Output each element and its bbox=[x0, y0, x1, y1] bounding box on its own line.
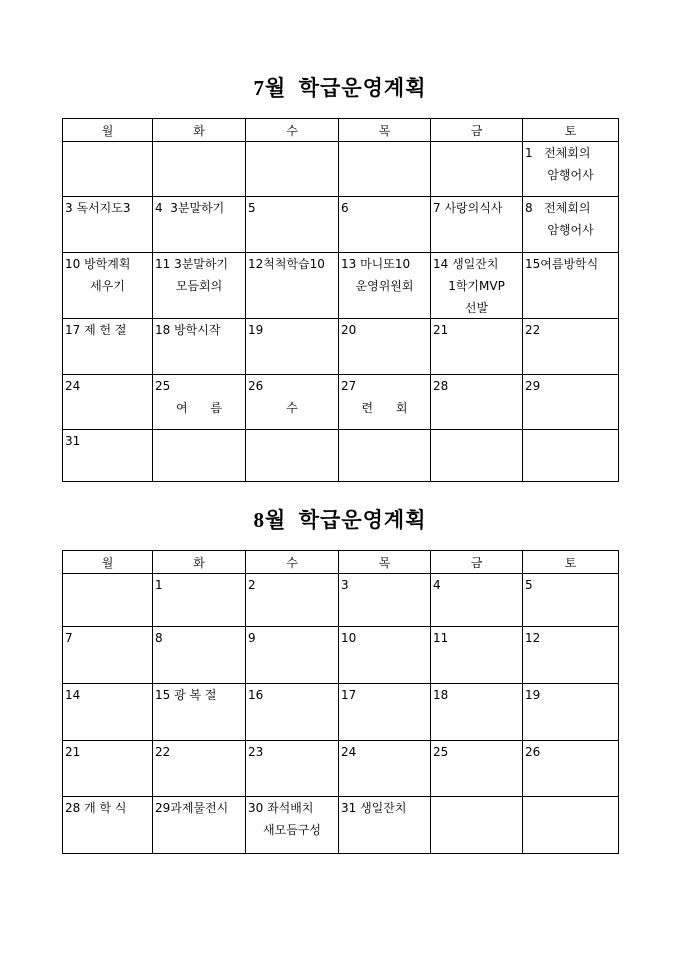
day-cell bbox=[523, 627, 619, 684]
calendar-week-row bbox=[63, 430, 619, 482]
day-cell-line: 26 bbox=[525, 745, 541, 759]
day-cell bbox=[63, 574, 153, 627]
day-cell-line: 련 회 bbox=[361, 401, 408, 415]
day-cell bbox=[339, 375, 431, 430]
day-cell-line: 27 bbox=[341, 379, 357, 393]
day-cell-line: 모듬회의 bbox=[175, 279, 223, 293]
weekday-header-row bbox=[63, 551, 619, 574]
day-cell bbox=[523, 684, 619, 741]
day-cell-line: 암행어사 bbox=[547, 168, 594, 182]
day-cell-line: 암행어사 bbox=[547, 223, 594, 237]
day-cell bbox=[339, 684, 431, 741]
day-cell bbox=[246, 574, 339, 627]
day-cell bbox=[339, 197, 431, 253]
day-cell bbox=[339, 430, 431, 482]
calendar-week-row bbox=[63, 797, 619, 854]
day-cell bbox=[339, 142, 431, 197]
day-cell bbox=[246, 627, 339, 684]
day-cell-line: 운영위원회 bbox=[355, 279, 414, 293]
day-cell-line: 22 bbox=[525, 323, 541, 337]
day-cell bbox=[339, 627, 431, 684]
day-cell-line: 24 bbox=[65, 379, 81, 393]
calendar-week-row bbox=[63, 627, 619, 684]
day-cell-line: 20 bbox=[341, 323, 357, 337]
day-cell-line: 3 bbox=[341, 578, 349, 592]
day-cell-line: 18 방학시작 bbox=[155, 323, 221, 337]
day-cell-line: 26 bbox=[248, 379, 264, 393]
weekday-header: 화 bbox=[153, 119, 246, 142]
day-cell bbox=[431, 197, 523, 253]
day-cell-line: 3 독서지도3 bbox=[65, 201, 131, 215]
day-cell-line: 19 bbox=[525, 688, 541, 702]
day-cell bbox=[153, 197, 246, 253]
day-cell-line: 선발 bbox=[464, 301, 489, 315]
day-cell-line: 25 bbox=[155, 379, 171, 393]
day-cell bbox=[339, 797, 431, 854]
day-cell bbox=[523, 375, 619, 430]
day-cell-line: 17 제 헌 절 bbox=[65, 323, 127, 337]
day-cell bbox=[339, 253, 431, 319]
day-cell-line: 29 bbox=[525, 379, 541, 393]
weekday-header: 토 bbox=[523, 551, 619, 574]
day-cell bbox=[63, 375, 153, 430]
weekday-header: 토 bbox=[523, 119, 619, 142]
day-cell bbox=[246, 142, 339, 197]
day-cell bbox=[523, 741, 619, 797]
day-cell bbox=[153, 684, 246, 741]
day-cell bbox=[246, 741, 339, 797]
day-cell-line: 8 전체회의 bbox=[525, 201, 591, 215]
calendar-week-row bbox=[63, 197, 619, 253]
day-cell bbox=[431, 684, 523, 741]
day-cell-line: 28 개 학 식 bbox=[65, 801, 127, 815]
day-cell bbox=[63, 627, 153, 684]
day-cell bbox=[523, 430, 619, 482]
day-cell-line: 6 bbox=[341, 201, 349, 215]
day-cell-line: 7 bbox=[65, 631, 73, 645]
day-cell bbox=[431, 627, 523, 684]
day-cell-line: 10 방학계획 bbox=[65, 257, 131, 271]
day-cell-line: 21 bbox=[65, 745, 81, 759]
day-cell-line: 13 마니또10 bbox=[341, 257, 411, 271]
weekday-header: 월 bbox=[63, 551, 153, 574]
weekday-header: 목 bbox=[339, 119, 431, 142]
calendar-week-row bbox=[63, 142, 619, 197]
day-cell bbox=[246, 430, 339, 482]
weekday-header: 수 bbox=[246, 551, 339, 574]
day-cell-line: 23 bbox=[248, 745, 264, 759]
calendar-table-august bbox=[62, 550, 619, 854]
day-cell-line: 12 bbox=[525, 631, 541, 645]
weekday-header: 월 bbox=[63, 119, 153, 142]
day-cell-line: 12척척학습10 bbox=[248, 257, 325, 271]
day-cell bbox=[63, 253, 153, 319]
calendar-title-july: 7월 학급운영계획 bbox=[253, 76, 427, 100]
day-cell-line: 8 bbox=[155, 631, 163, 645]
weekday-header: 금 bbox=[431, 551, 523, 574]
day-cell bbox=[523, 797, 619, 854]
day-cell bbox=[153, 430, 246, 482]
day-cell bbox=[153, 574, 246, 627]
day-cell-line: 11 bbox=[433, 631, 449, 645]
day-cell bbox=[523, 319, 619, 375]
day-cell bbox=[246, 253, 339, 319]
day-cell bbox=[63, 741, 153, 797]
weekday-header-row bbox=[63, 119, 619, 142]
day-cell bbox=[63, 684, 153, 741]
day-cell bbox=[63, 797, 153, 854]
day-cell-line: 17 bbox=[341, 688, 357, 702]
day-cell bbox=[63, 197, 153, 253]
day-cell-line: 수 bbox=[286, 401, 298, 415]
day-cell bbox=[63, 430, 153, 482]
day-cell-line: 22 bbox=[155, 745, 171, 759]
day-cell bbox=[246, 197, 339, 253]
day-cell-line: 7 사랑의식사 bbox=[433, 201, 503, 215]
day-cell-line: 세우기 bbox=[90, 279, 125, 293]
day-cell bbox=[63, 142, 153, 197]
day-cell-line: 4 3분말하기 bbox=[155, 201, 225, 215]
day-cell-line: 1 전체회의 bbox=[525, 146, 591, 160]
day-cell bbox=[431, 375, 523, 430]
day-cell-line: 16 bbox=[248, 688, 264, 702]
day-cell bbox=[523, 197, 619, 253]
day-cell-line: 2 bbox=[248, 578, 256, 592]
day-cell-line: 18 bbox=[433, 688, 449, 702]
day-cell-line: 28 bbox=[433, 379, 449, 393]
day-cell-line: 10 bbox=[341, 631, 357, 645]
day-cell-line: 11 3분말하기 bbox=[155, 257, 229, 271]
day-cell bbox=[431, 574, 523, 627]
day-cell-line: 여 름 bbox=[175, 401, 223, 415]
day-cell bbox=[431, 430, 523, 482]
day-cell bbox=[339, 741, 431, 797]
weekday-header: 화 bbox=[153, 551, 246, 574]
day-cell-line: 5 bbox=[525, 578, 533, 592]
weekday-header: 목 bbox=[339, 551, 431, 574]
calendar-week-row bbox=[63, 375, 619, 430]
day-cell-line: 31 bbox=[65, 434, 81, 448]
day-cell-line: 25 bbox=[433, 745, 449, 759]
day-cell-line: 14 생일잔치 bbox=[433, 257, 499, 271]
day-cell bbox=[153, 627, 246, 684]
day-cell bbox=[339, 574, 431, 627]
calendar-title-august: 8월 학급운영계획 bbox=[253, 508, 427, 532]
day-cell-line: 29과제물전시 bbox=[155, 801, 229, 815]
day-cell-line: 15여름방학식 bbox=[525, 257, 599, 271]
day-cell bbox=[523, 142, 619, 197]
calendar-table-july bbox=[62, 118, 619, 482]
day-cell bbox=[153, 741, 246, 797]
day-cell-line: 24 bbox=[341, 745, 357, 759]
day-cell bbox=[246, 797, 339, 854]
day-cell-line: 15 광 복 절 bbox=[155, 688, 217, 702]
day-cell bbox=[246, 375, 339, 430]
day-cell bbox=[431, 741, 523, 797]
day-cell-line: 14 bbox=[65, 688, 81, 702]
day-cell-line: 9 bbox=[248, 631, 256, 645]
day-cell bbox=[153, 319, 246, 375]
day-cell-line: 1학기MVP bbox=[448, 279, 505, 293]
calendar-week-row bbox=[63, 253, 619, 319]
day-cell bbox=[523, 574, 619, 627]
day-cell bbox=[153, 253, 246, 319]
day-cell-line: 30 좌석배치 bbox=[248, 801, 314, 815]
day-cell bbox=[246, 319, 339, 375]
day-cell-line: 4 bbox=[433, 578, 441, 592]
day-cell bbox=[431, 797, 523, 854]
day-cell bbox=[153, 375, 246, 430]
day-cell bbox=[246, 684, 339, 741]
weekday-header: 금 bbox=[431, 119, 523, 142]
day-cell-line: 새모듬구성 bbox=[263, 823, 321, 837]
day-cell-line: 21 bbox=[433, 323, 449, 337]
calendar-week-row bbox=[63, 741, 619, 797]
calendar-week-row bbox=[63, 684, 619, 741]
day-cell bbox=[339, 319, 431, 375]
day-cell-line: 5 bbox=[248, 201, 256, 215]
day-cell bbox=[63, 319, 153, 375]
day-cell bbox=[431, 253, 523, 319]
day-cell-line: 1 bbox=[155, 578, 163, 592]
calendar-week-row bbox=[63, 319, 619, 375]
day-cell bbox=[431, 142, 523, 197]
day-cell-line: 19 bbox=[248, 323, 264, 337]
calendar-week-row bbox=[63, 574, 619, 627]
day-cell-line: 31 생일잔치 bbox=[341, 801, 407, 815]
day-cell bbox=[153, 797, 246, 854]
day-cell bbox=[523, 253, 619, 319]
day-cell bbox=[153, 142, 246, 197]
weekday-header: 수 bbox=[246, 119, 339, 142]
day-cell bbox=[431, 319, 523, 375]
